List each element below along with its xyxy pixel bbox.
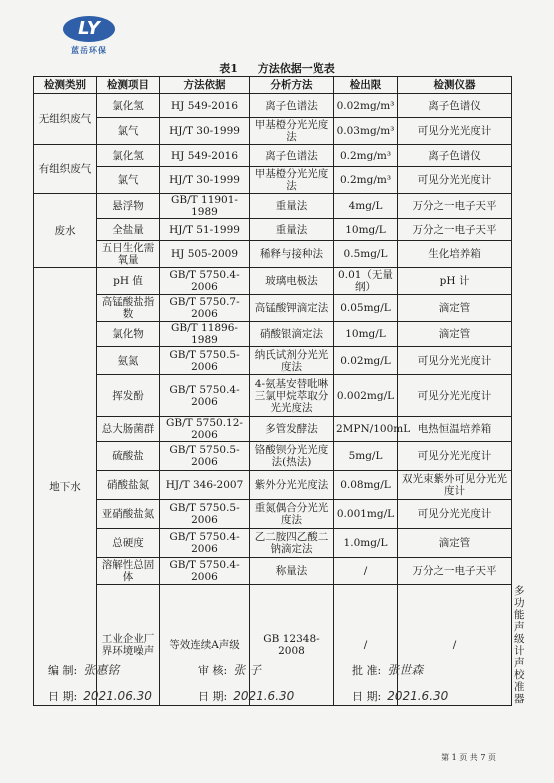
method-cell: GB/T 5750.4-2006	[160, 375, 250, 417]
instrument-cell: 离子色谱仪	[398, 145, 512, 167]
compile-date	[48, 688, 152, 704]
table-row	[34, 118, 512, 145]
item-cell: 氯化氢	[97, 145, 160, 167]
analysis-cell: /	[334, 585, 398, 706]
limit-cell: 0.03mg/m³	[334, 118, 398, 145]
method-cell: HJ/T 30-1999	[160, 118, 250, 145]
review-name: 张 子	[233, 663, 262, 677]
limit-cell: 4mg/L	[334, 194, 398, 219]
method-cell: GB 12348-2008	[250, 585, 334, 706]
category-cell: 有组织废气	[34, 145, 97, 194]
instrument-cell: 电热恒温培养箱	[398, 417, 512, 442]
limit-cell: 10mg/L	[334, 322, 398, 347]
header-category: 检测类别	[34, 77, 97, 94]
limit-cell: 10mg/L	[334, 219, 398, 241]
instrument-cell: 双光束紫外可见分光光度计	[398, 471, 512, 500]
review-date	[198, 688, 294, 704]
analysis-cell: 离子色谱法	[250, 145, 334, 167]
item-cell: 溶解性总固体	[97, 558, 160, 585]
analysis-cell: 硝酸银滴定法	[250, 322, 334, 347]
method-cell: HJ/T 51-1999	[160, 219, 250, 241]
item-cell: 氯气	[97, 118, 160, 145]
method-cell: GB/T 11896-1989	[160, 322, 250, 347]
instrument-cell: 可见分光光度计	[398, 167, 512, 194]
instrument-cell: 可见分光光度计	[398, 118, 512, 145]
compile-signature	[48, 661, 119, 678]
table-number: 表1	[219, 62, 238, 75]
method-table	[33, 76, 525, 706]
analysis-cell: 乙二胺四乙酸二钠滴定法	[250, 529, 334, 558]
item-cell: 总大肠菌群	[97, 417, 160, 442]
analysis-cell: 4-氨基安替吡啉三氯甲烷萃取分光光度法	[250, 375, 334, 417]
instrument-cell: pH 计	[398, 268, 512, 295]
logo-mark: LY	[63, 16, 115, 42]
header-item: 检测项目	[97, 77, 160, 94]
method-cell: GB/T 5750.4-2006	[160, 529, 250, 558]
item-cell: 挥发酚	[97, 375, 160, 417]
analysis-cell: 玻璃电极法	[250, 268, 334, 295]
limit-cell: 0.2mg/m³	[334, 167, 398, 194]
instrument-cell: 滴定管	[398, 529, 512, 558]
item-cell: pH 值	[97, 268, 160, 295]
analysis-cell: 甲基橙分光光度法	[250, 167, 334, 194]
limit-cell: 1.0mg/L	[334, 529, 398, 558]
table-row	[34, 417, 512, 442]
compile-label: 编 制:	[48, 664, 78, 677]
table-row	[34, 241, 512, 268]
approve-name: 张世森	[387, 663, 424, 677]
table-row	[34, 194, 512, 219]
item-cell: 氯化物	[97, 322, 160, 347]
item-cell: 氯化氢	[97, 94, 160, 118]
limit-cell: 0.05mg/L	[334, 295, 398, 322]
analysis-cell: 离子色谱法	[250, 94, 334, 118]
item-cell: 氨氮	[97, 347, 160, 375]
logo-text: 蓝岳环保	[71, 46, 107, 55]
item-cell: 硝酸盐氮	[97, 471, 160, 500]
method-cell: HJ/T 30-1999	[160, 167, 250, 194]
method-cell: HJ/T 346-2007	[160, 471, 250, 500]
analysis-cell: 重量法	[250, 219, 334, 241]
method-cell: HJ 549-2016	[160, 145, 250, 167]
instrument-cell: 可见分光光度计	[398, 442, 512, 471]
category-cell: 无组织废气	[34, 94, 97, 145]
item-cell: 全盐量	[97, 219, 160, 241]
table-row	[34, 268, 512, 295]
approve-date-value: 2021.6.30	[387, 689, 449, 703]
company-logo	[59, 16, 119, 58]
approve-label: 批 准:	[352, 664, 382, 677]
page-number: 第 1 页 共 7 页	[441, 753, 496, 762]
limit-cell: 0.5mg/L	[334, 241, 398, 268]
table-row	[34, 375, 512, 417]
method-cell: GB/T 5750.5-2006	[160, 347, 250, 375]
category-cell: 废水	[34, 194, 97, 268]
table-row	[34, 347, 512, 375]
limit-cell: 5mg/L	[334, 442, 398, 471]
item-cell: 氯气	[97, 167, 160, 194]
item-cell: 亚硝酸盐氮	[97, 500, 160, 529]
compile-name: 张惠铭	[83, 663, 120, 677]
analysis-cell: 纳氏试剂分光光度法	[250, 347, 334, 375]
header-method: 方法依据	[160, 77, 250, 94]
limit-cell: 2MPN/100mL	[334, 417, 398, 442]
table-row: 工业企业厂界环境噪声 等效连续A声级 GB 12348-2008 / / 多功能声级计 声校准器	[34, 585, 512, 706]
approve-date	[352, 688, 448, 704]
limit-cell: 0.02mg/m³	[334, 94, 398, 118]
limit-cell: /	[334, 558, 398, 585]
analysis-cell: 甲基橙分光光度法	[250, 118, 334, 145]
analysis-cell: 稀释与接种法	[250, 241, 334, 268]
table-row	[34, 145, 512, 167]
table-row	[34, 322, 512, 347]
category-cell: 地下水	[34, 268, 97, 706]
limit-cell: 0.01（无量纲）	[334, 268, 398, 295]
table-title	[0, 60, 554, 76]
table-row	[34, 442, 512, 471]
method-cell: GB/T 5750.12-2006	[160, 417, 250, 442]
method-cell: HJ 549-2016	[160, 94, 250, 118]
table-row	[34, 94, 512, 118]
analysis-cell: 重量法	[250, 194, 334, 219]
review-date-value: 2021.6.30	[233, 689, 295, 703]
analysis-cell: 多管发酵法	[250, 417, 334, 442]
method-cell: GB/T 5750.4-2006	[160, 558, 250, 585]
instrument-cell: 滴定管	[398, 322, 512, 347]
item-cell: 硫酸盐	[97, 442, 160, 471]
item-cell: 高锰酸盐指数	[97, 295, 160, 322]
table-row	[34, 167, 512, 194]
method-cell: GB/T 5750.4-2006	[160, 268, 250, 295]
table-row	[34, 558, 512, 585]
instrument-cell: 万分之一电子天平	[398, 194, 512, 219]
item-cell: 悬浮物	[97, 194, 160, 219]
instrument-cell: 可见分光光度计	[398, 500, 512, 529]
analysis-cell: 高锰酸钾滴定法	[250, 295, 334, 322]
item-cell: 五日生化需氧量	[97, 241, 160, 268]
instrument-cell: 离子色谱仪	[398, 94, 512, 118]
item-cell: 总硬度	[97, 529, 160, 558]
table-title-text: 方法依据一览表	[257, 62, 335, 75]
compile-date-value: 2021.06.30	[83, 689, 152, 703]
header-instrument: 检测仪器	[398, 77, 512, 94]
instrument-cell: 可见分光光度计	[398, 347, 512, 375]
method-cell: GB/T 11901-1989	[160, 194, 250, 219]
analysis-cell: 铬酸钡分光光度法(热法)	[250, 442, 334, 471]
analysis-cell: 称量法	[250, 558, 334, 585]
instrument-cell: 可见分光光度计	[398, 375, 512, 417]
table-row	[34, 471, 512, 500]
date-label: 日 期:	[352, 690, 382, 703]
limit-cell: /	[398, 585, 512, 706]
instrument-cell: 生化培养箱	[398, 241, 512, 268]
instrument-cell: 万分之一电子天平	[398, 219, 512, 241]
item-cell: 等效连续A声级	[160, 585, 250, 706]
limit-cell: 0.001mg/L	[334, 500, 398, 529]
date-label: 日 期:	[198, 690, 228, 703]
limit-cell: 0.002mg/L	[334, 375, 398, 417]
table-row	[34, 295, 512, 322]
date-label: 日 期:	[48, 690, 78, 703]
method-cell: GB/T 5750.5-2006	[160, 442, 250, 471]
method-cell: GB/T 5750.7-2006	[160, 295, 250, 322]
table-row	[34, 219, 512, 241]
review-label: 审 核:	[198, 664, 228, 677]
instrument-cell: 万分之一电子天平	[398, 558, 512, 585]
approve-signature	[352, 661, 423, 678]
analysis-cell: 紫外分光光度法	[250, 471, 334, 500]
table-row	[34, 500, 512, 529]
header-analysis: 分析方法	[250, 77, 334, 94]
instrument-cell: 滴定管	[398, 295, 512, 322]
category-cell: 工业企业厂界环境噪声	[97, 585, 160, 706]
table-row	[34, 529, 512, 558]
limit-cell: 0.2mg/m³	[334, 145, 398, 167]
limit-cell: 0.08mg/L	[334, 471, 398, 500]
method-cell: GB/T 5750.5-2006	[160, 500, 250, 529]
header-limit: 检出限	[334, 77, 398, 94]
method-cell: HJ 505-2009	[160, 241, 250, 268]
limit-cell: 0.02mg/L	[334, 347, 398, 375]
review-signature	[198, 661, 261, 678]
analysis-cell: 重氮偶合分光光度法	[250, 500, 334, 529]
